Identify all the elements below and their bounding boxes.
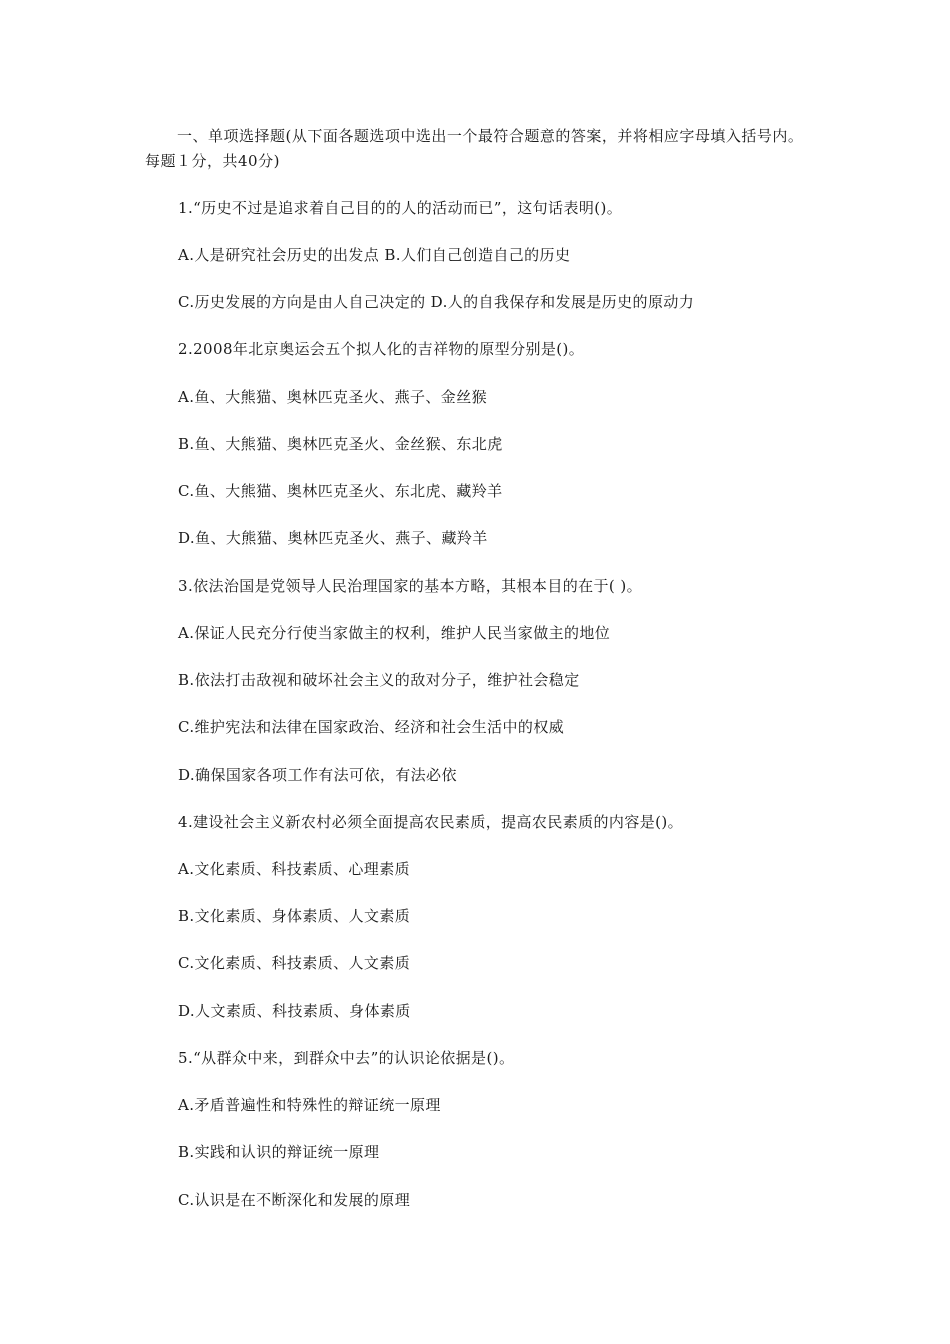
- question-4-option-c: C.文化素质、科技素质、人文素质: [178, 954, 411, 972]
- question-1-options-ab: A.人是研究社会历史的出发点 B.人们自己创造自己的历史: [178, 246, 571, 264]
- question-3-option-b: B.依法打击敌视和破坏社会主义的敌对分子，维护社会稳定: [178, 671, 580, 689]
- question-3-option-d: D.确保国家各项工作有法可依，有法必依: [178, 766, 457, 784]
- question-2-option-c: C.鱼、大熊猫、奥林匹克圣火、东北虎、藏羚羊: [178, 482, 503, 500]
- question-4-option-a: A.文化素质、科技素质、心理素质: [178, 860, 411, 878]
- question-2-option-a: A.鱼、大熊猫、奥林匹克圣火、燕子、金丝猴: [178, 388, 488, 406]
- question-2-stem: 2.2008年北京奥运会五个拟人化的吉祥物的原型分别是()。: [178, 340, 585, 358]
- question-1-stem: 1.“历史不过是追求着自己目的的人的活动而已”，这句话表明()。: [178, 199, 623, 217]
- question-5-option-c: C.认识是在不断深化和发展的原理: [178, 1191, 411, 1209]
- question-3-option-a: A.保证人民充分行使当家做主的权利，维护人民当家做主的地位: [178, 624, 611, 642]
- question-3-option-c: C.维护宪法和法律在国家政治、经济和社会生活中的权威: [178, 718, 565, 736]
- question-4-option-d: D.人文素质、科技素质、身体素质: [178, 1002, 411, 1020]
- question-4-option-b: B.文化素质、身体素质、人文素质: [178, 907, 411, 925]
- question-5-option-b: B.实践和认识的辩证统一原理: [178, 1143, 380, 1161]
- section-intro: 一、单项选择题(从下面各题选项中选出一个最符合题意的答案，并将相应字母填入括号内。每题１分，共40分): [145, 127, 804, 170]
- question-2-option-d: D.鱼、大熊猫、奥林匹克圣火、燕子、藏羚羊: [178, 529, 488, 547]
- question-4-stem: 4.建设社会主义新农村必须全面提高农民素质，提高农民素质的内容是()。: [178, 813, 684, 831]
- question-5-stem: 5.“从群众中来，到群众中去”的认识论依据是()。: [178, 1049, 515, 1067]
- question-2-option-b: B.鱼、大熊猫、奥林匹克圣火、金丝猴、东北虎: [178, 435, 503, 453]
- question-1-options-cd: C.历史发展的方向是由人自己决定的 D.人的自我保存和发展是历史的原动力: [178, 293, 695, 311]
- question-3-stem: 3.依法治国是党领导人民治理国家的基本方略，其根本目的在于( )。: [178, 577, 642, 595]
- question-5-option-a: A.矛盾普遍性和特殊性的辩证统一原理: [178, 1096, 441, 1114]
